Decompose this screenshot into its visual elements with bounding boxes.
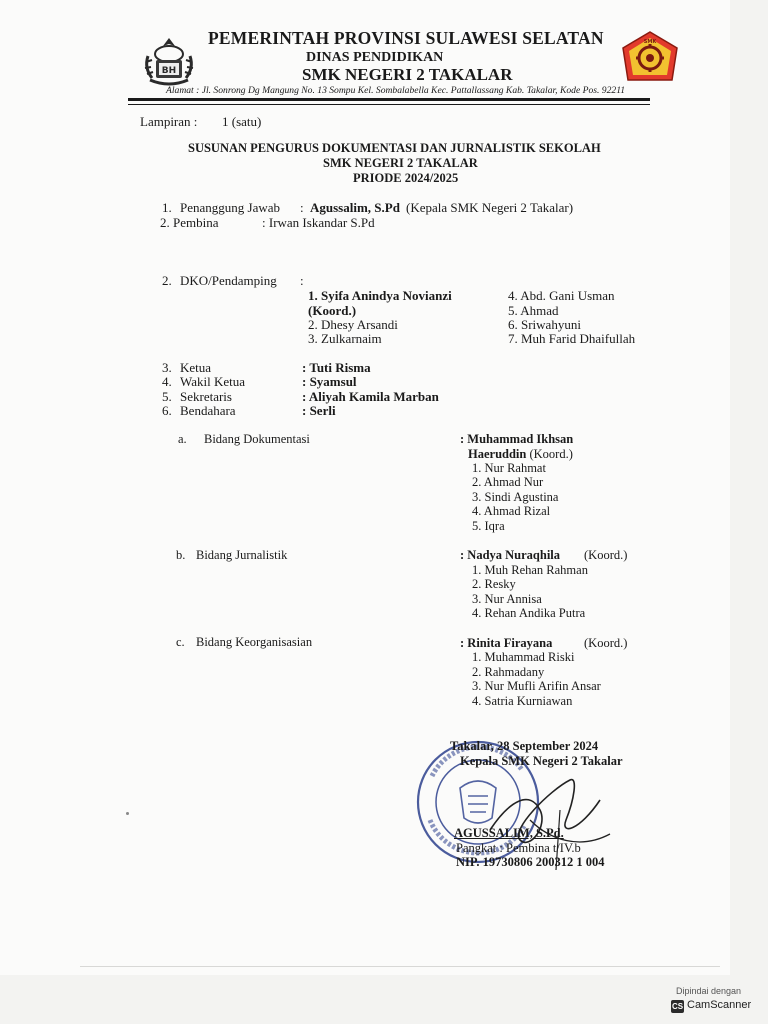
bidang-a-coordinator-cont — [468, 447, 573, 462]
bidang-b-member: 3. Nur Annisa — [472, 592, 542, 606]
officer-number: 4. — [162, 374, 172, 389]
school-logo — [620, 30, 680, 86]
bidang-a-letter: a. — [178, 432, 187, 446]
signature-position: Kepala SMK Negeri 2 Takalar — [460, 754, 623, 768]
scanner-caption: Dipindai dengan — [676, 986, 742, 996]
scanner-name: CamScanner — [687, 999, 752, 1011]
government-crest-logo — [140, 34, 198, 90]
bidang-b-coordinator: : Nadya Nuraqhila — [460, 548, 561, 562]
dko-member: 4. Abd. Gani Usman — [508, 288, 615, 303]
signature-rank: Pangkat : Pembina t/IV.b — [456, 841, 581, 855]
bidang-b-member: 4. Rehan Andika Putra — [472, 606, 586, 620]
bidang-a-label: Bidang Dokumentasi — [204, 432, 310, 446]
scan-speck — [126, 812, 129, 815]
officer-name: : Syamsul — [302, 374, 357, 389]
letterhead-divider-thin — [128, 104, 650, 105]
bidang-a-member: 2. Ahmad Nur — [472, 475, 544, 489]
officer-label: Sekretaris — [180, 389, 232, 404]
dko-coord-note: (Koord.) — [308, 303, 357, 318]
dko-member: 5. Ahmad — [508, 303, 559, 318]
bidang-c-coord-suffix: (Koord.) — [584, 636, 628, 650]
left-logo-text: BH — [161, 66, 177, 76]
officer-name: : Tuti Risma — [302, 360, 371, 375]
pj-label: Penanggung Jawab — [180, 200, 281, 215]
attachment-label: Lampiran : — [140, 114, 198, 129]
pj-name: Agussalim, S.Pd — [310, 200, 400, 215]
document-subtitle-school: SMK NEGERI 2 TAKALAR — [323, 156, 478, 170]
officer-name: : Aliyah Kamila Marban — [302, 389, 439, 404]
bidang-a-coord-suffix: (Koord.) — [526, 447, 573, 461]
signature-name: AGUSSALIM, S.Pd. — [454, 826, 564, 840]
signature-nip: NIP. 19730806 200312 1 004 — [456, 855, 605, 869]
bidang-a-member: 5. Iqra — [472, 519, 505, 533]
letterhead-department: DINAS PENDIDIKAN — [306, 50, 444, 65]
bidang-a-member: 4. Ahmad Rizal — [472, 504, 551, 518]
dko-member: 2. Dhesy Arsandi — [308, 317, 398, 332]
bidang-c-member: 3. Nur Mufli Arifin Ansar — [472, 679, 601, 693]
pembina-value: : Irwan Iskandar S.Pd — [262, 215, 375, 230]
document-subtitle-period: PRIODE 2024/2025 — [353, 171, 459, 185]
camscanner-icon: CS — [671, 1002, 684, 1011]
bidang-b-label: Bidang Jurnalistik — [196, 548, 288, 562]
dko-member: 3. Zulkarnaim — [308, 331, 382, 346]
officer-label: Wakil Ketua — [180, 374, 246, 389]
pembina-label: 2. Pembina — [160, 215, 219, 230]
bidang-b-coord-suffix: (Koord.) — [584, 548, 628, 562]
dko-member: 6. Sriwahyuni — [508, 317, 581, 332]
dko-label: DKO/Pendamping — [180, 273, 277, 288]
letterhead-government: PEMERINTAH PROVINSI SULAWESI SELATAN — [208, 28, 604, 48]
officer-number: 3. — [162, 360, 172, 375]
bidang-c-letter: c. — [176, 635, 185, 649]
bidang-a-member: 3. Sindi Agustina — [472, 490, 559, 504]
bidang-b-letter: b. — [176, 548, 186, 562]
officer-number: 5. — [162, 389, 172, 404]
bidang-a-coordinator: : Muhammad Ikhsan — [460, 432, 574, 446]
dko-separator: : — [300, 273, 304, 288]
bidang-a-coordinator-surname: Haeruddin — [468, 447, 527, 461]
document-title: SUSUNAN PENGURUS DOKUMENTASI DAN JURNALISTIK SEKOLAH — [188, 141, 601, 155]
letterhead-school: SMK NEGERI 2 TAKALAR — [302, 65, 513, 84]
bidang-c-coordinator: : Rinita Firayana — [460, 636, 553, 650]
dko-number: 2. — [162, 273, 172, 288]
officer-name: : Serli — [302, 403, 336, 418]
officer-label: Bendahara — [180, 403, 236, 418]
officer-number: 6. — [162, 403, 172, 418]
right-logo-text: SMK — [643, 39, 657, 45]
officer-label: Ketua — [180, 360, 212, 375]
bidang-b-member: 1. Muh Rehan Rahman — [472, 563, 588, 577]
dko-member: 7. Muh Farid Dhaifullah — [508, 331, 636, 346]
attachment-value: 1 (satu) — [222, 114, 262, 129]
pj-note: (Kepala SMK Negeri 2 Takalar) — [406, 200, 574, 215]
bidang-b-member: 2. Resky — [472, 577, 516, 591]
pj-number: 1. — [162, 200, 172, 215]
bidang-c-member: 4. Satria Kurniawan — [472, 694, 573, 708]
signature-place-date: Takalar, 28 September 2024 — [450, 739, 599, 753]
letterhead-divider-thick — [128, 98, 650, 101]
bidang-c-member: 2. Rahmadany — [472, 665, 545, 679]
letterhead-address: Alamat : Jl. Sonrong Dg Mangung No. 13 Sompu Kel. Sombalabella Kec. Pattallassang Kab. Takalar, Kode Pos. 92211 — [166, 85, 626, 96]
page-bottom-edge — [80, 966, 720, 967]
bidang-a-member: 1. Nur Rahmat — [472, 461, 546, 475]
bidang-c-label: Bidang Keorganisasian — [196, 635, 313, 649]
bidang-c-member: 1. Muhammad Riski — [472, 650, 575, 664]
dko-member: 1. Syifa Anindya Novianzi — [308, 288, 452, 303]
pj-separator: : — [300, 200, 304, 215]
